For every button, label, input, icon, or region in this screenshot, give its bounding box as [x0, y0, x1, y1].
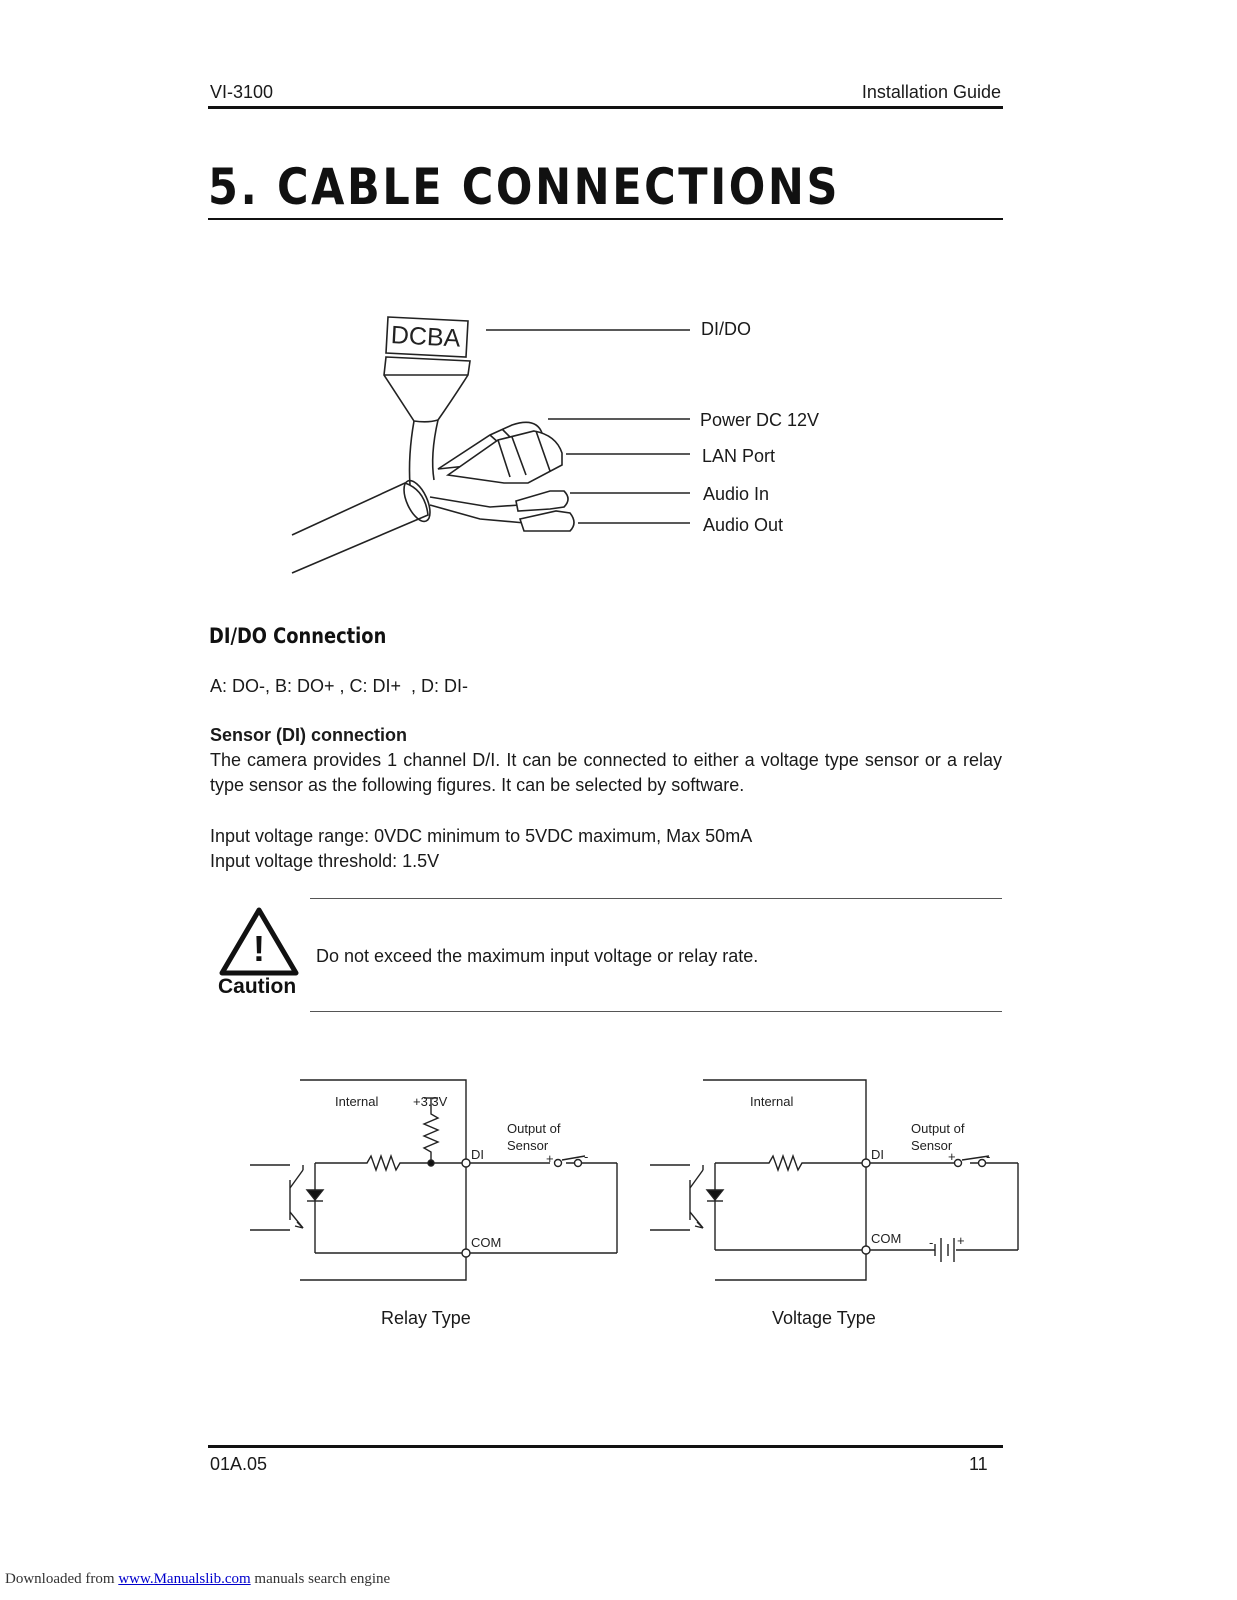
- caution-symbol: !: [253, 928, 265, 969]
- battery-plus: +: [957, 1233, 965, 1248]
- voltage-caption: Voltage Type: [772, 1308, 876, 1328]
- page-number: 11: [969, 1454, 988, 1474]
- header-rule: [208, 106, 1003, 109]
- caution-label: Caution: [218, 975, 297, 998]
- download-banner: [5, 1571, 390, 1588]
- label-dido: DI/DO: [701, 319, 752, 339]
- battery-minus: -: [929, 1235, 934, 1250]
- footer-version: 01A.05: [210, 1454, 268, 1474]
- relay-plus: +: [546, 1151, 554, 1166]
- upper-cable: [410, 420, 439, 485]
- relay-com-label: COM: [471, 1235, 502, 1250]
- voltage-range: Input voltage range: 0VDC minimum to 5VDC maximum, Max 50mA: [210, 826, 753, 846]
- caution-message: Do not exceed the maximum input voltage or relay rate.: [316, 946, 759, 966]
- voltage-output-line2: Sensor: [911, 1138, 953, 1153]
- caution-bottom-rule: [310, 1011, 1002, 1012]
- pin-map: A: DO-, B: DO+ , C: DI+ , D: DI-: [210, 676, 469, 696]
- main-cable: [292, 483, 428, 573]
- audio-out-wire: [430, 505, 525, 523]
- voltage-di-label: DI: [871, 1147, 884, 1162]
- audio-out-plug: [520, 511, 574, 531]
- label-audio-in: Audio In: [703, 484, 770, 504]
- relay-caption: Relay Type: [381, 1308, 471, 1328]
- voltage-plus: +: [948, 1149, 956, 1164]
- relay-supply-label: +3.3V: [413, 1094, 448, 1109]
- manualslib-link[interactable]: www.Manualslib.com: [118, 1571, 251, 1587]
- voltage-internal-label: Internal: [750, 1094, 794, 1109]
- caution-top-rule: [310, 898, 1002, 899]
- relay-circuit: [245, 1070, 635, 1290]
- title-rule: [208, 218, 1003, 220]
- relay-minus: -: [584, 1149, 589, 1164]
- dido-pigtail: [384, 357, 470, 422]
- relay-internal-label: Internal: [335, 1094, 379, 1109]
- voltage-circuit: [645, 1070, 1035, 1290]
- download-prefix: Downloaded from: [5, 1571, 119, 1587]
- label-audio-out: Audio Out: [703, 515, 784, 535]
- voltage-threshold: Input voltage threshold: 1.5V: [210, 851, 440, 871]
- dido-heading: DI/DO Connection: [209, 624, 387, 648]
- audio-in-wire: [430, 497, 520, 507]
- footer-rule: [208, 1445, 1003, 1448]
- warning-triangle-icon: [218, 905, 300, 977]
- download-suffix: manuals search engine: [250, 1571, 391, 1587]
- header-model: VI-3100: [210, 82, 274, 102]
- connector-text: DCBA: [390, 321, 462, 353]
- label-lan: LAN Port: [702, 446, 776, 466]
- relay-output-line2: Sensor: [507, 1138, 549, 1153]
- voltage-minus: -: [986, 1149, 991, 1164]
- section-title: 5. CABLE CONNECTIONS: [208, 158, 841, 216]
- sensor-text: The camera provides 1 channel D/I. It can be connected to either a voltage type sensor or a relay type sensor as the following figures. It can be selected by software.: [210, 750, 1002, 795]
- sensor-heading: Sensor (DI) connection: [210, 725, 408, 745]
- label-power: Power DC 12V: [700, 410, 820, 430]
- voltage-output-line1: Output of: [911, 1121, 965, 1136]
- header-doc-title: Installation Guide: [861, 82, 1001, 102]
- audio-in-plug: [516, 491, 568, 511]
- voltage-com-label: COM: [871, 1231, 902, 1246]
- relay-di-label: DI: [471, 1147, 484, 1162]
- relay-output-line1: Output of: [507, 1121, 561, 1136]
